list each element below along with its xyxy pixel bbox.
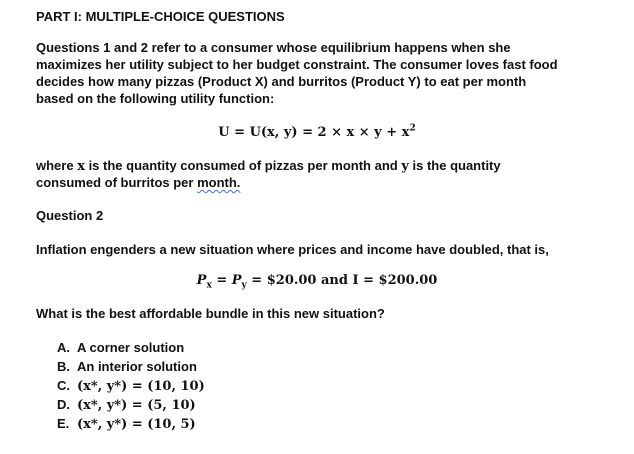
- option-letter: B.: [57, 359, 70, 374]
- intro-line-3: decides how many pizzas (Product X) and burritos (Product Y) to eat per month: [36, 74, 527, 89]
- utility-function: [0, 124, 634, 142]
- option-text: (x*, y*) = (10, 10): [77, 379, 205, 394]
- utility-function-exponent: 2: [409, 123, 416, 134]
- price-x-sub: x: [206, 280, 212, 291]
- where-line-2: [36, 175, 240, 191]
- price-values: = $20.00 and I = $200.00: [246, 273, 438, 288]
- where-text: is the quantity: [408, 158, 501, 173]
- price-y: P: [231, 273, 242, 288]
- question-title: Question 2: [36, 208, 104, 223]
- question-text: What is the best affordable bundle in this new situation?: [36, 306, 385, 321]
- option-text: A corner solution: [77, 340, 185, 355]
- option-text: (x*, y*) = (10, 5): [77, 417, 196, 432]
- intro-line-1: Questions 1 and 2 refer to a consumer whose equilibrium happens when she: [36, 40, 511, 55]
- where-text: is the quantity consumed of pizzas per month and: [84, 158, 402, 173]
- option-letter: D.: [57, 397, 70, 412]
- question-intro: Inflation engenders a new situation where prices and income have doubled, that is,: [36, 242, 549, 257]
- variable-y: y: [401, 159, 409, 174]
- where-line-1: [36, 158, 501, 175]
- equals: =: [211, 273, 232, 288]
- option-e: [57, 416, 196, 433]
- option-letter: A.: [57, 340, 70, 355]
- option-letter: E.: [57, 416, 70, 431]
- option-b: [57, 359, 197, 375]
- price-y-sub: y: [241, 280, 247, 291]
- spellcheck-word: month.: [197, 175, 241, 190]
- option-d: [57, 397, 196, 414]
- option-text: (x*, y*) = (5, 10): [77, 398, 196, 413]
- where-text: where: [36, 158, 78, 173]
- variable-x: x: [77, 159, 85, 174]
- price-equation: [0, 272, 634, 290]
- price-x: P: [196, 273, 207, 288]
- intro-line-4: based on the following utility function:: [36, 91, 275, 106]
- utility-function-expression: U = U(x, y) = 2 × x × y + x: [218, 125, 410, 140]
- option-letter: C.: [57, 378, 70, 393]
- option-c: [57, 378, 205, 395]
- page-heading: PART I: MULTIPLE-CHOICE QUESTIONS: [36, 9, 285, 24]
- option-text: An interior solution: [77, 359, 197, 374]
- where-text: consumed of burritos per: [36, 175, 198, 190]
- option-a: [57, 340, 184, 356]
- intro-line-2: maximizes her utility subject to her budget constraint. The consumer loves fast food: [36, 57, 558, 72]
